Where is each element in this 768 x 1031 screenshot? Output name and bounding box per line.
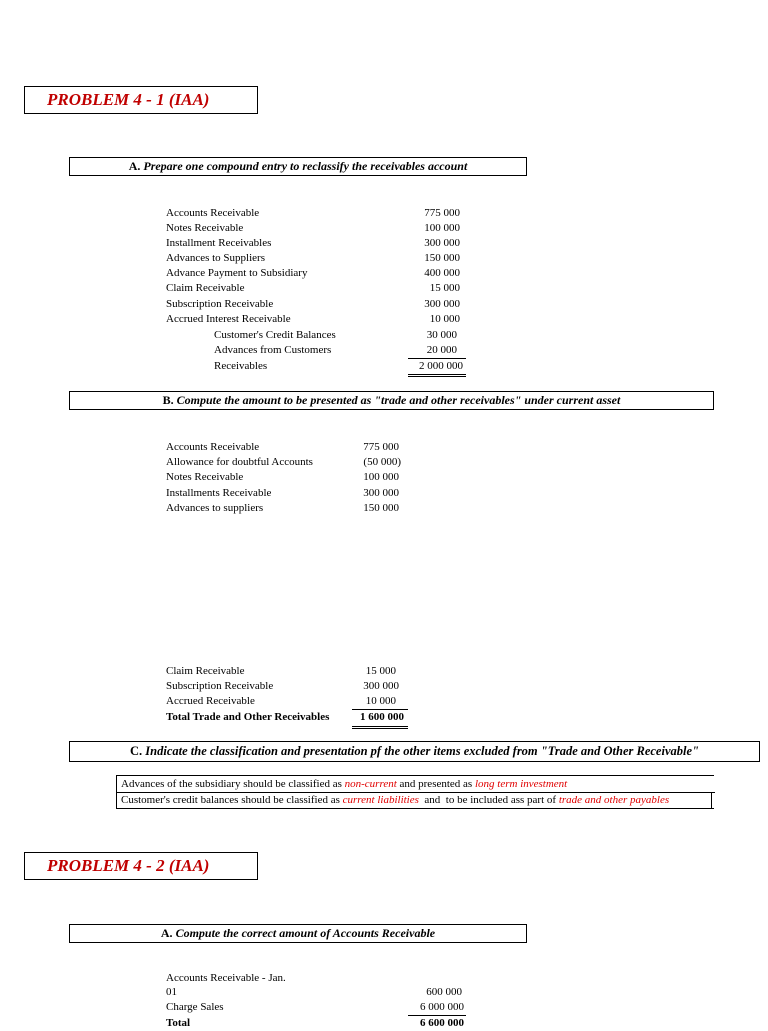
p2-section-a-letter: A. xyxy=(160,926,173,940)
section-b-header xyxy=(69,391,714,410)
classification-notes xyxy=(116,775,714,809)
problem-1-title: PROBLEM 4 - 1 (IAA) xyxy=(24,86,258,114)
a-label-9: Advances from Customers xyxy=(214,344,332,356)
p2-section-a-title: Compute the correct amount of Accounts Receivable xyxy=(175,926,436,940)
a-label-3: Advances to Suppliers xyxy=(166,252,265,264)
note2-text-a: Customer's credit balances should be classified as xyxy=(121,794,343,806)
b-total-label: Total Trade and Other Receivables xyxy=(166,711,330,723)
b-value-1: (50 000) xyxy=(363,456,401,468)
p2-value-2: 6 000 000 xyxy=(420,1001,464,1013)
a-value-6: 300 000 xyxy=(424,298,460,310)
p2-section-a-header xyxy=(69,924,527,943)
b-label-5: Claim Receivable xyxy=(166,665,245,677)
section-a-header xyxy=(69,157,527,176)
b-label-0: Accounts Receivable xyxy=(166,441,260,453)
a-value-0: 775 000 xyxy=(424,207,460,219)
b-total-value: 1 600 000 xyxy=(360,711,404,723)
a-label-6: Subscription Receivable xyxy=(166,298,274,310)
section-b-letter: B. xyxy=(162,393,174,407)
p2-label-0: Accounts Receivable - Jan. xyxy=(166,972,286,984)
p2-label-2: Charge Sales xyxy=(166,1001,224,1013)
a-value-10: 2 000 000 xyxy=(419,360,463,372)
a-value-8: 30 000 xyxy=(426,329,457,341)
b-value-2: 100 000 xyxy=(363,471,399,483)
a-label-7: Accrued Interest Receivable xyxy=(166,313,291,325)
a-value-2: 300 000 xyxy=(424,237,460,249)
note1-text-a: Advances of the subsidiary should be classified as xyxy=(121,778,345,790)
a-label-0: Accounts Receivable xyxy=(166,207,260,219)
p2-label-3: Total xyxy=(166,1017,191,1029)
note-line-credit-balances xyxy=(121,793,669,808)
section-a-letter: A. xyxy=(128,159,141,173)
a-label-1: Notes Receivable xyxy=(166,222,244,234)
a-label-8: Customer's Credit Balances xyxy=(214,329,336,341)
a-label-2: Installment Receivables xyxy=(166,237,272,249)
section-c-letter: C. xyxy=(130,744,143,758)
note2-classification: current liabilities xyxy=(342,794,419,806)
a-value-3: 150 000 xyxy=(424,252,460,264)
section-c-header xyxy=(69,741,760,762)
note-line-subsidiary xyxy=(121,777,567,792)
a-value-7: 10 000 xyxy=(429,313,460,325)
b-value-0: 775 000 xyxy=(363,441,399,453)
note1-classification: non-current xyxy=(344,778,397,790)
b-value-3: 300 000 xyxy=(363,487,399,499)
a-value-9: 20 000 xyxy=(426,344,457,356)
a-value-4: 400 000 xyxy=(424,267,460,279)
note1-presentation: long term investment xyxy=(474,778,568,790)
note2-presentation: trade and other payables xyxy=(558,794,670,806)
a-total-rule-2 xyxy=(408,376,466,377)
section-c-title: Indicate the classification and presentation pf the other items excluded from "Trade and Other Receivable" xyxy=(145,744,699,758)
b-label-1: Allowance for doubtful Accounts xyxy=(166,456,313,468)
section-b-title: Compute the amount to be presented as "trade and other receivables" under current asset xyxy=(176,393,621,407)
a-value-5: 15 000 xyxy=(429,282,460,294)
b-label-3: Installments Receivable xyxy=(166,487,272,499)
note1-text-c: and presented as xyxy=(396,778,475,790)
b-total-rule-1 xyxy=(352,726,408,727)
p2-value-1: 600 000 xyxy=(426,986,462,998)
note2-text-c: and to be included ass part of xyxy=(418,794,559,806)
b-label-6: Subscription Receivable xyxy=(166,680,274,692)
a-total-rule-1 xyxy=(408,374,466,375)
b-label-2: Notes Receivable xyxy=(166,471,244,483)
a-label-5: Claim Receivable xyxy=(166,282,245,294)
problem-2-title: PROBLEM 4 - 2 (IAA) xyxy=(24,852,258,880)
b-label-7: Accrued Receivable xyxy=(166,695,255,707)
b-total-rule-2 xyxy=(352,728,408,729)
b-value-6: 300 000 xyxy=(363,680,399,692)
a-label-4: Advance Payment to Subsidiary xyxy=(166,267,308,279)
p2-value-3: 6 600 000 xyxy=(420,1017,464,1029)
b-value-5: 15 000 xyxy=(365,665,396,677)
b-label-4: Advances to suppliers xyxy=(166,502,264,514)
note-right-tick xyxy=(711,792,712,808)
b-value-4: 150 000 xyxy=(363,502,399,514)
a-label-10: Receivables xyxy=(214,360,268,372)
a-value-1: 100 000 xyxy=(424,222,460,234)
b-value-7: 10 000 xyxy=(365,695,396,707)
section-a-title: Prepare one compound entry to reclassify the receivables account xyxy=(143,159,468,173)
p2-label-1: 01 xyxy=(166,986,177,998)
